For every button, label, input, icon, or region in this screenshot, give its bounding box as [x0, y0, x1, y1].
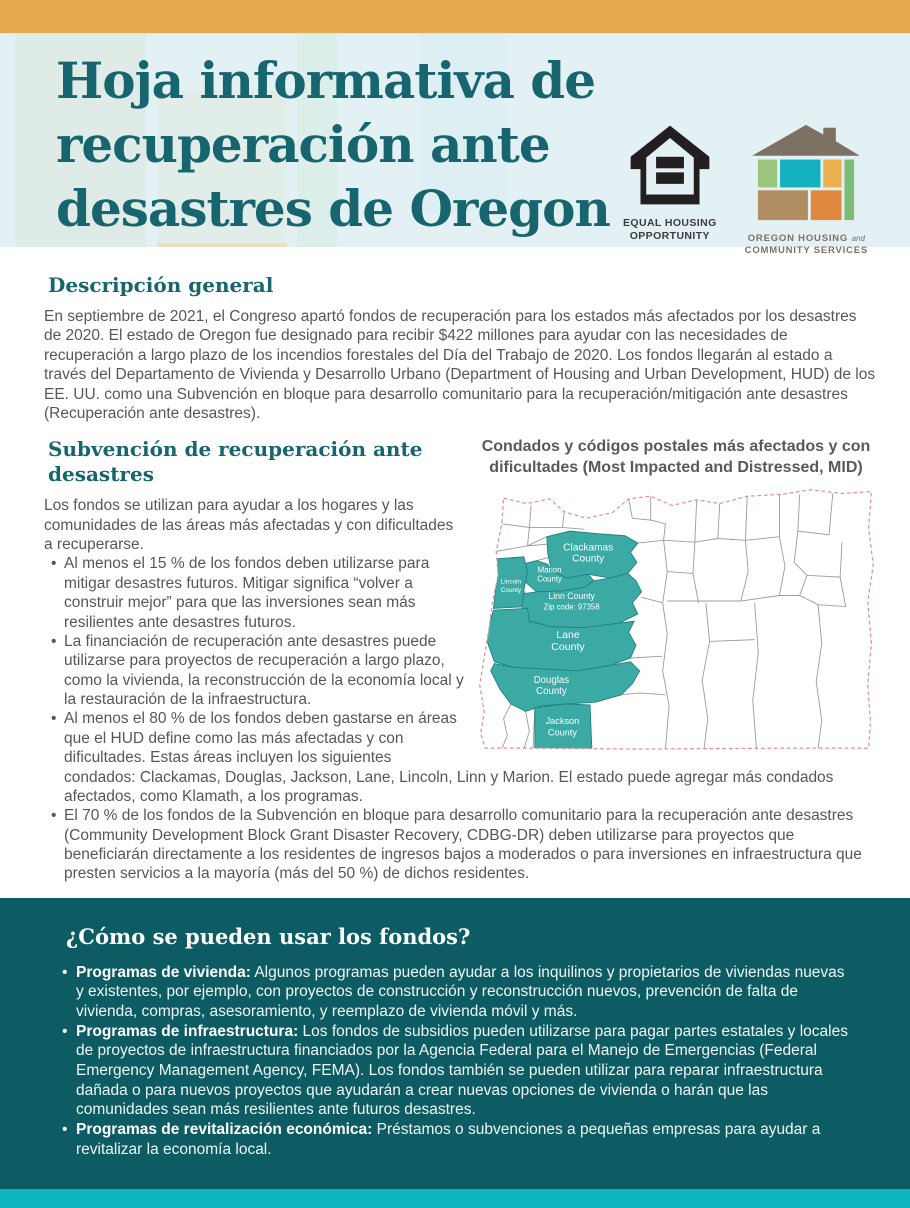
funds-bullet	[58, 1022, 854, 1120]
equal-housing-house-icon	[629, 123, 711, 207]
funds-bullet-text: Algunos programas pueden ayudar a los inquilinos y propietarios de viviendas nuevas y existentes, por ejemplo, con proyectos de construcción y reconstrucción nuevos, prevención de falta de vivienda, compras, asesoramiento, y reemplazo de vivienda móvil y más.	[76, 963, 845, 1021]
header	[0, 33, 910, 256]
main-content	[0, 244, 910, 898]
label-lincoln: Lincoln	[500, 578, 522, 586]
ohcs-caption	[745, 233, 868, 257]
label-lincoln: County	[500, 586, 522, 594]
grant-bullet: • Al menos el 80 % de los fondos deben gastarse en áreas que el HUD define como las más afectadas y con dificultades. Estas áreas incluyen los siguientes condados: Clackamas, Douglas, Jackson, Lane, Lincoln, Linn y Marion. El estado puede agregar más condados afectados, como Klamath, a los programas.	[44, 709, 876, 806]
funds-section	[0, 898, 910, 1190]
funds-heading: ¿Cómo se pueden usar los fondos?	[66, 923, 471, 949]
grant-heading: Subvención de recuperación ante desastres	[48, 437, 423, 487]
funds-bullet	[58, 1120, 854, 1159]
ohcs-logo	[745, 123, 868, 257]
label-clackamas: Clackamas	[563, 542, 614, 554]
page-title-line: recuperación ante	[56, 115, 550, 174]
overview-heading: Descripción general	[48, 273, 274, 297]
funds-bullet-label: Programas de revitalización económica:	[76, 1121, 373, 1139]
label-marion: County	[537, 574, 562, 584]
grant-bullet-list	[44, 554, 876, 883]
ohcs-house-icon	[750, 123, 862, 223]
ohcs-caption-line2: COMMUNITY SERVICES	[744, 244, 868, 256]
ohcs-caption-line1	[745, 233, 868, 245]
grant-bullet: • Al menos el 15 % de los fondos deben utilizarse para mitigar desastres futuros. Mitigar significa “volver a construir mejor” para que las inversiones sean más resilientes ante desastres futuros.	[44, 554, 876, 632]
label-linn: Linn County	[548, 591, 595, 602]
funds-bullet-label: Programas de vivienda:	[76, 963, 251, 981]
grant-section	[44, 437, 876, 884]
label-jackson: Jackson	[545, 716, 580, 727]
ohcs-caption-line1-text: OREGON HOUSING	[747, 233, 849, 244]
bottom-accent-bar	[0, 1189, 910, 1208]
label-jackson: County	[547, 727, 578, 738]
equal-housing-caption-line2: OPPORTUNITY	[629, 230, 710, 243]
funds-bullet-list	[58, 963, 854, 1160]
page-title-line: desastres de Oregon	[56, 179, 610, 238]
overview-body: En septiembre de 2021, el Congreso apartó fondos de recuperación para los estados más afectados por los desastres de 2020. El estado de Oregon fue designado para recibir $422 millones para ayudar con las necesidades de recuperación a largo plazo de los incendios forestales del Día del Trabajo de 2020. Los fondos llegarán al estado a través del Departamento de Vivienda y Desarrollo Urbano (Department of Housing and Urban Development, HUD) de los EE. UU. como una Subvención en bloque para desarrollo comunitario para la recuperación/mitigación ante desastres (Recuperación ante desastres).	[44, 308, 876, 422]
header-logos	[623, 123, 868, 257]
funds-bullet	[58, 963, 854, 1022]
overview-section	[44, 273, 876, 423]
funds-bullet-label: Programas de infraestructura:	[76, 1022, 299, 1040]
page-title-line: Hoja informativa de	[56, 51, 596, 110]
label-lane: County	[551, 640, 585, 653]
label-linn-zip: Zip code: 97358	[543, 602, 600, 612]
funds-bullet-text: Los fondos de subsidios pueden utilizarse para pagar partes estatales y locales de proyectos de infraestructura financiados por la Agencia Federal para el Manejo de Emergencias (Federal Emergency Management Agency, FEMA). Los fondos también se pueden utilizar para reparar infraestructura dañada o para nuevos proyectos que ayudarán a crear nuevas opciones de vivienda o harán que las comunidades sean más resilientes ante futuros desastres.	[76, 1022, 848, 1119]
ohcs-caption-and: and	[851, 234, 865, 243]
funds-bullet-text: Préstamos o subvenciones a pequeñas empresas para ayudar a revitalizar la economía local.	[76, 1121, 821, 1158]
label-marion: Marion	[537, 565, 562, 575]
equal-housing-caption-line1: EQUAL HOUSING	[622, 217, 717, 229]
label-lane: Lane	[556, 628, 580, 641]
grant-intro: Los fondos se utilizan para ayudar a los hogares y las comunidades de las áreas más afectadas y con dificultades a recuperarse.	[44, 497, 454, 553]
equal-housing-caption	[623, 217, 717, 243]
grant-bullet: • La financiación de recuperación ante desastres puede utilizarse para proyectos de recuperación a largo plazo, como la vivienda, la reconstrucción de la economía local y la restauración de la infraestructura.	[44, 632, 876, 710]
label-clackamas: County	[572, 553, 605, 565]
label-douglas: County	[536, 685, 567, 697]
map-title: Condados y códigos postales más afectados y con dificultades (Most Impacted and Distressed, MID)	[481, 438, 871, 477]
top-accent-bar	[0, 0, 910, 33]
page-title	[56, 49, 610, 241]
equal-housing-logo	[623, 123, 717, 243]
grant-bullet: • El 70 % de los fondos de la Subvención en bloque para desarrollo comunitario para la recuperación ante desastres (Community Development Block Grant Disaster Recovery, CDBG-DR) deben utilizarse para proyectos que beneficiarán directamente a los residentes de ingresos bajos a moderados o para inversiones en infraestructura que presten servicios a la mayoría (más del 50 %) de dichos residentes.	[44, 806, 876, 884]
label-douglas: Douglas	[533, 674, 570, 686]
